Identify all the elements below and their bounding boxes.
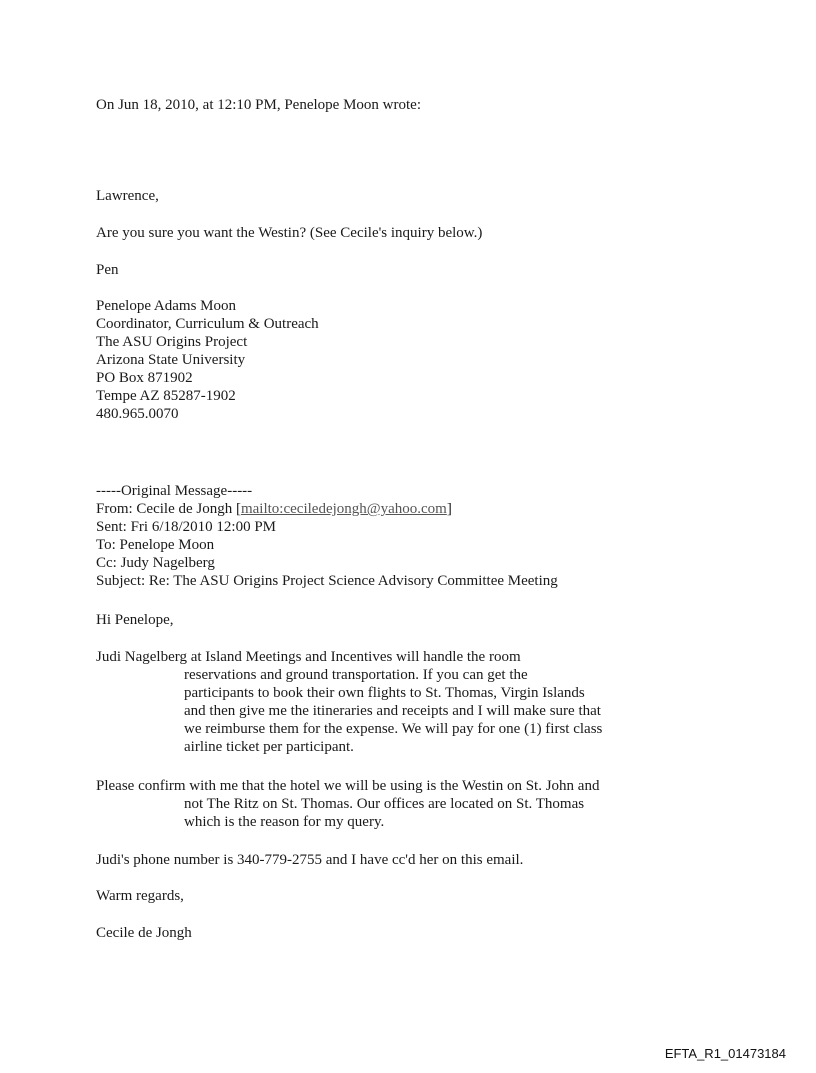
from-suffix: ]: [446, 501, 452, 517]
original-to: To: Penelope Moon: [96, 537, 215, 553]
from-email-link[interactable]: mailto:ceciledejongh@yahoo.com: [240, 501, 447, 517]
para2-line: Please confirm with me that the hotel we will be using is the Westin on St. John and: [96, 778, 600, 794]
original-from: [96, 500, 558, 518]
para2-line: which is the reason for my query.: [184, 814, 385, 830]
original-paragraph-2: [96, 777, 599, 831]
original-sent: Sent: Fri 6/18/2010 12:00 PM: [96, 519, 277, 535]
original-sender: Cecile de Jongh: [96, 925, 192, 941]
para2-line: not The Ritz on St. Thomas. Our offices are located on St. Thomas: [184, 796, 585, 812]
from-prefix: From: Cecile de Jongh [: [96, 501, 241, 517]
document-id: EFTA_R1_01473184: [664, 1046, 786, 1061]
para1-line: we reimburse them for the expense. We will pay for one (1) first class: [184, 721, 603, 737]
reply-attribution: On Jun 18, 2010, at 12:10 PM, Penelope Moon wrote:: [96, 97, 421, 113]
para1-line: airline ticket per participant.: [184, 739, 354, 755]
original-subject: Subject: Re: The ASU Origins Project Science Advisory Committee Meeting: [96, 573, 558, 589]
signature-block: [96, 297, 319, 423]
para1-line: and then give me the itineraries and receipts and I will make sure that: [184, 703, 601, 719]
original-message-header: [96, 482, 558, 590]
reply-body: Are you sure you want the Westin? (See Cecile's inquiry below.): [96, 225, 483, 241]
original-paragraph-3: Judi's phone number is 340-779-2755 and I have cc'd her on this email.: [96, 852, 524, 868]
signature-university: Arizona State University: [96, 352, 246, 368]
signature-city: Tempe AZ 85287-1902: [96, 388, 236, 404]
original-greeting: Hi Penelope,: [96, 612, 174, 628]
signature-title: Coordinator, Curriculum & Outreach: [96, 316, 319, 332]
reply-greeting: Lawrence,: [96, 188, 159, 204]
para1-line: participants to book their own flights to St. Thomas, Virgin Islands: [184, 685, 585, 701]
original-separator: -----Original Message-----: [96, 483, 253, 499]
original-closing: Warm regards,: [96, 888, 184, 904]
original-cc: Cc: Judy Nagelberg: [96, 555, 215, 571]
reply-signoff: Pen: [96, 262, 119, 278]
original-paragraph-1: [96, 648, 602, 756]
para1-line: Judi Nagelberg at Island Meetings and Incentives will handle the room: [96, 649, 521, 665]
signature-pobox: PO Box 871902: [96, 370, 193, 386]
para1-line: reservations and ground transportation. If you can get the: [184, 667, 528, 683]
signature-org: The ASU Origins Project: [96, 334, 248, 350]
signature-phone: 480.965.0070: [96, 406, 179, 422]
signature-name: Penelope Adams Moon: [96, 298, 236, 314]
